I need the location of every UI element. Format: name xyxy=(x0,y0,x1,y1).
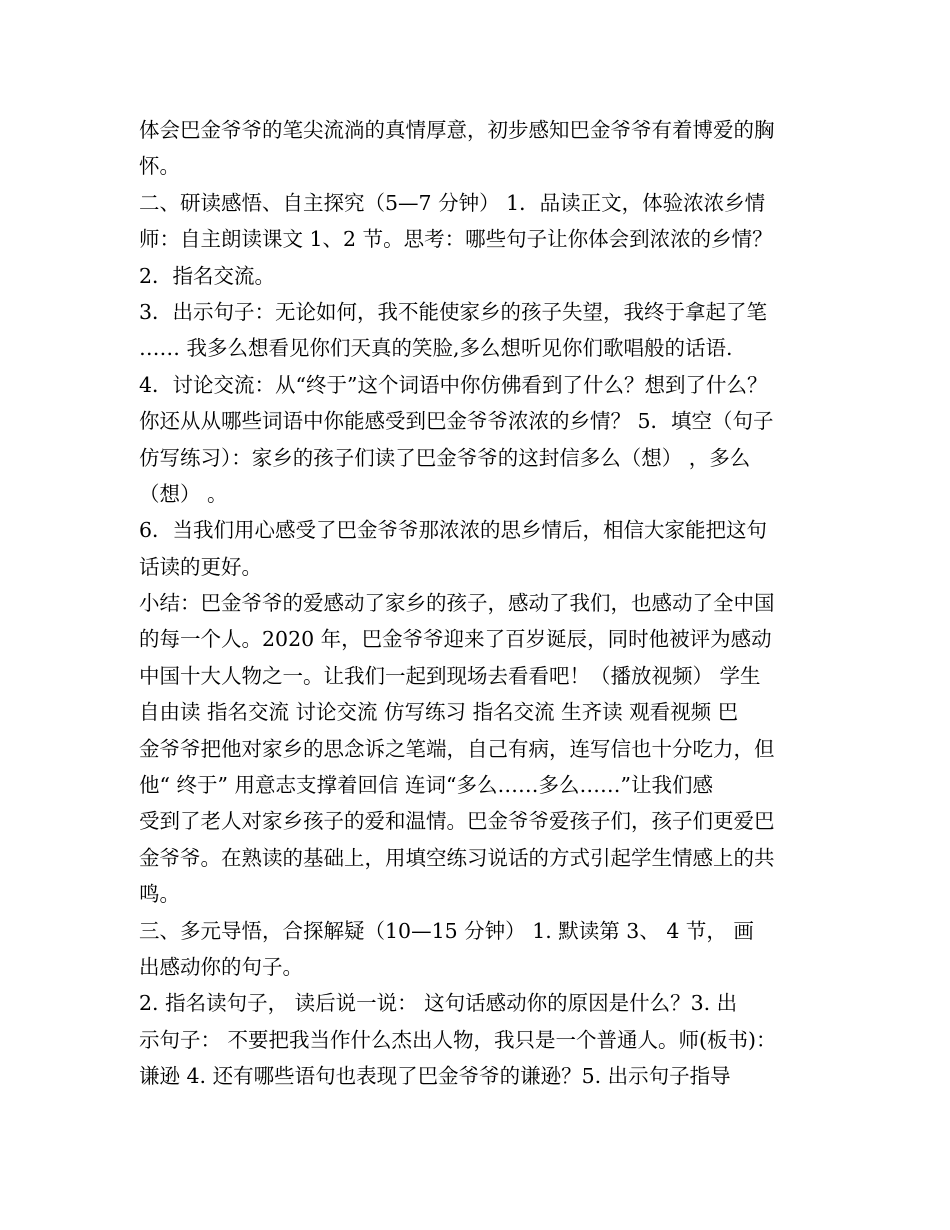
summary-line: 小结：巴金爷爷的爱感动了家乡的孩子，感动了我们，也感动了全中国 xyxy=(139,591,775,616)
text-line: 2．指名交流。 xyxy=(139,263,276,288)
text-line: 怀。 xyxy=(139,154,180,179)
text-line: 出感动你的句子。 xyxy=(139,954,303,979)
section-heading-line: 三、多元导悟，合探解疑（10—15 分钟） 1. 默读第 3、 4 节， 画 xyxy=(139,918,754,943)
text-line: …… 我多么想看见你们天真的笑脸,多么想听见你们歌唱般的话语. xyxy=(139,336,733,361)
text-line: 金爷爷。在熟读的基础上，用填空练习说话的方式引起学生情感上的共 xyxy=(139,845,775,870)
text-line: 4．讨论交流：从“终于”这个词语中你仿佛看到了什么？想到了什么？ xyxy=(139,372,768,397)
section-heading-line: 二、研读感悟、自主探究（5—7 分钟） 1．品读正文，体验浓浓乡情 xyxy=(139,190,766,215)
document-body xyxy=(139,112,819,1095)
text-line: 金爷爷把他对家乡的思念诉之笔端，自己有病，连写信也十分吃力，但 xyxy=(139,736,775,761)
text-line: 仿写练习）：家乡的孩子们读了巴金爷爷的这封信多么（想） ，多么 xyxy=(139,445,751,470)
text-line: 中国十大人物之一。让我们一起到现场去看看吧！（播放视频） 学生 xyxy=(139,663,761,688)
text-line: 示句子： 不要把我当作什么杰出人物，我只是一个普通人。师(板书)： xyxy=(139,1027,777,1052)
text-line: 自由读 指名交流 讨论交流 仿写练习 指名交流 生齐读 观看视频 巴 xyxy=(139,700,739,725)
text-line: （想） 。 xyxy=(139,481,228,506)
text-line: 6．当我们用心感受了巴金爷爷那浓浓的思乡情后，相信大家能把这句 xyxy=(139,518,768,543)
text-line: 体会巴金爷爷的笔尖流淌的真情厚意，初步感知巴金爷爷有着博爱的胸 xyxy=(139,118,775,142)
text-line: 鸣。 xyxy=(139,882,180,907)
text-line: 的每一个人。2020 年，巴金爷爷迎来了百岁诞辰，同时他被评为感动 xyxy=(139,627,772,652)
text-line: 受到了老人对家乡孩子的爱和温情。巴金爷爷爱孩子们，孩子们更爱巴 xyxy=(139,809,775,834)
text-line: 谦逊 4. 还有哪些语句也表现了巴金爷爷的谦逊？5. 出示句子指导 xyxy=(139,1064,731,1089)
text-line: 2. 指名读句子， 读后说一说： 这句话感动你的原因是什么？3. 出 xyxy=(139,991,738,1016)
text-line: 话读的更好。 xyxy=(139,554,262,579)
text-line: 师：自主朗读课文 1、2 节。思考：哪些句子让你体会到浓浓的乡情？ xyxy=(139,227,773,252)
text-line: 他“ 终于” 用意志支撑着回信 连词“多么……多么……”让我们感 xyxy=(139,773,713,798)
text-line: 你还从从哪些词语中你能感受到巴金爷爷浓浓的乡情？ 5．填空（句子 xyxy=(139,409,774,434)
text-line: 3．出示句子：无论如何，我不能使家乡的孩子失望，我终于拿起了笔 xyxy=(139,299,768,324)
